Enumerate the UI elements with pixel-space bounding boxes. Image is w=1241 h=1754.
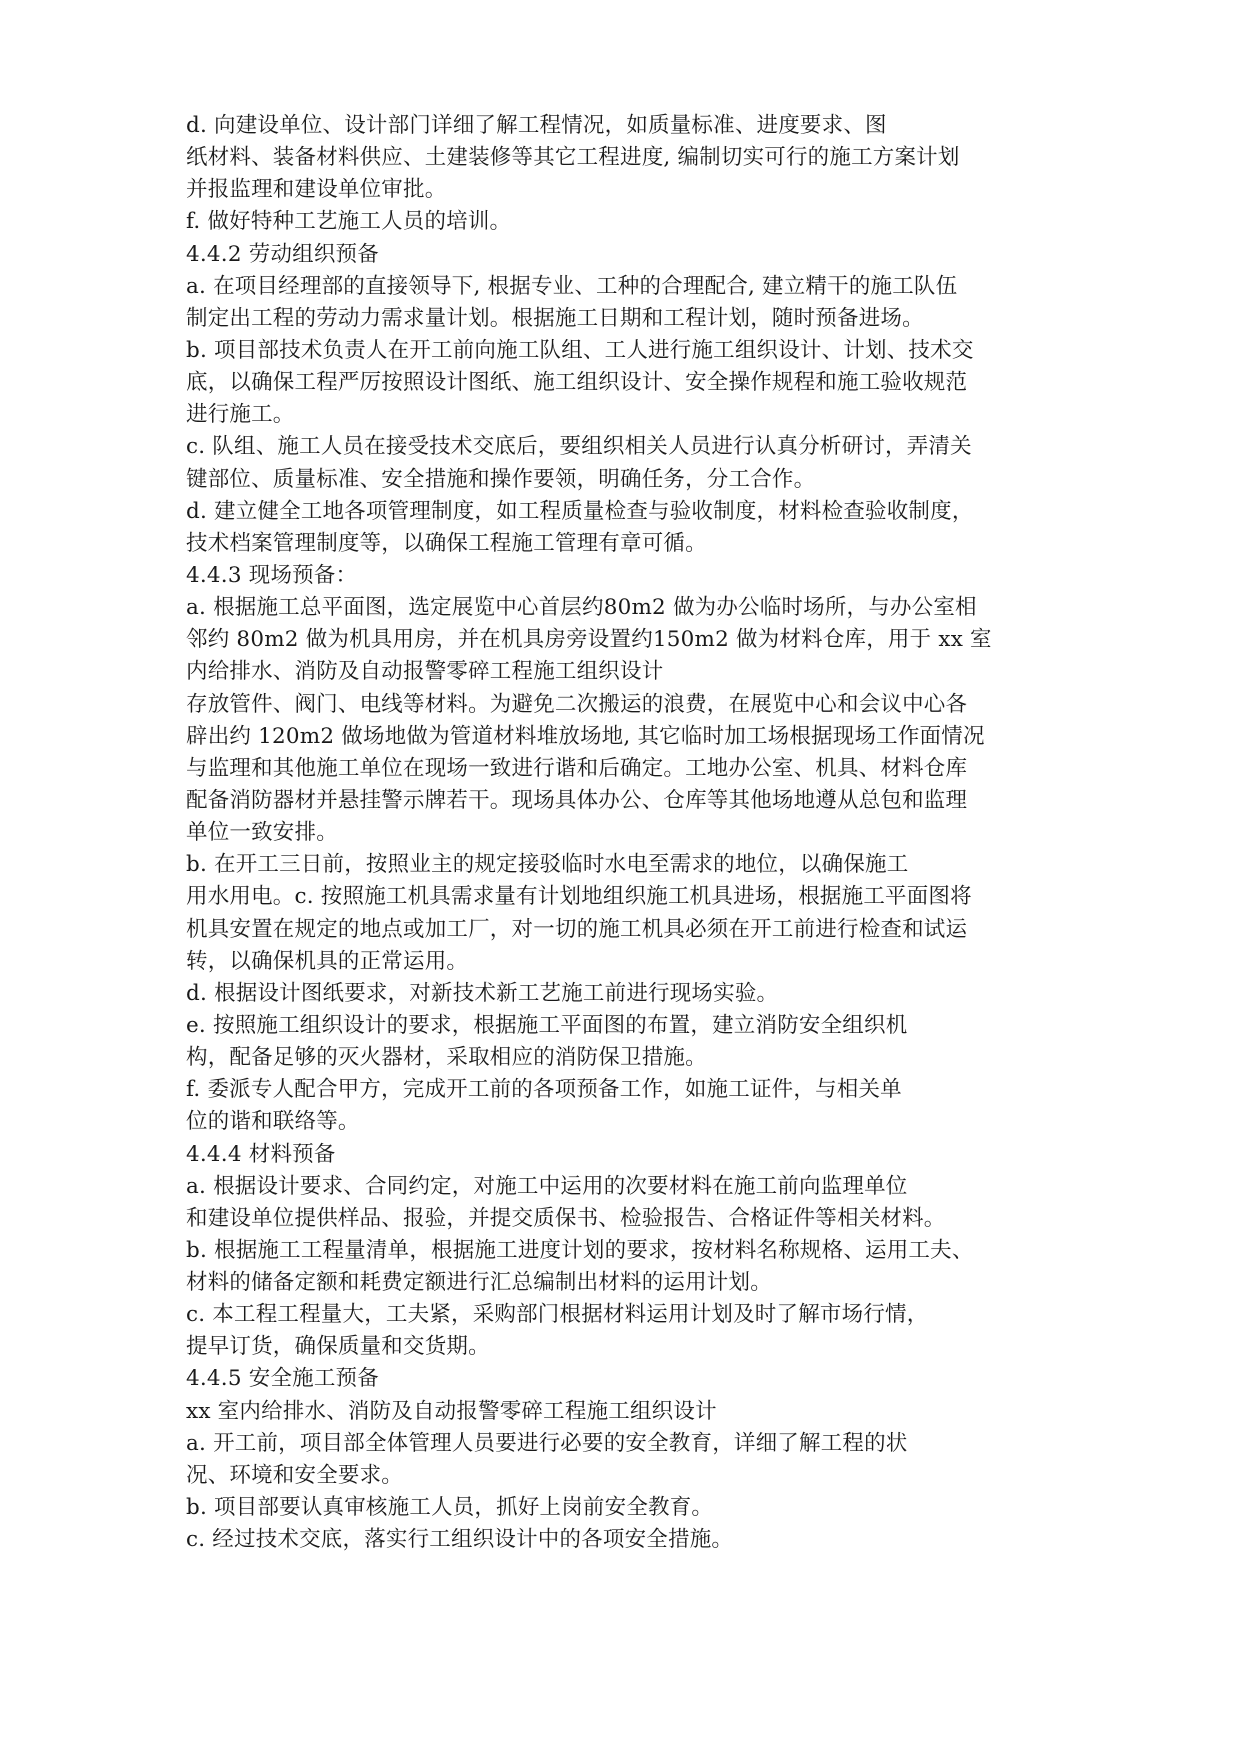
text-line: 辟出约 120m2 做场地做为管道材料堆放场地, 其它临时加工场根据现场工作面情况 [186, 723, 985, 749]
text-line: a. 开工前，项目部全体管理人员要进行必要的安全教育，详细了解工程的状 [186, 1430, 908, 1456]
text-line: 底，以确保工程严厉按照设计图纸、施工组织设计、安全操作规程和施工验收规范 [186, 370, 968, 396]
text-line: a. 根据施工总平面图，选定展览中心首层约80m2 做为办公临时场所，与办公室相 [186, 595, 977, 621]
section-heading: 4.4.2 劳动组织预备 [186, 241, 379, 267]
text-line: 制定出工程的劳动力需求量计划。根据施工日期和工程计划，随时预备进场。 [186, 305, 924, 331]
text-line: 提早订货，确保质量和交货期。 [186, 1334, 490, 1360]
text-line: 邻约 80m2 做为机具用房，并在机具房旁设置约150m2 做为材料仓库，用于 xx 室 [186, 627, 992, 653]
text-line: 键部位、质量标准、安全措施和操作要领，明确任务，分工合作。 [186, 466, 816, 492]
section-heading: 4.4.5 安全施工预备 [186, 1366, 379, 1392]
text-line: 单位一致安排。 [186, 820, 338, 846]
text-line: b. 项目部要认真审核施工人员，抓好上岗前安全教育。 [186, 1495, 714, 1521]
text-line: 和建设单位提供样品、报验，并提交质保书、检验报告、合格证件等相关材料。 [186, 1205, 946, 1231]
text-line: a. 在项目经理部的直接领导下, 根据专业、工种的合理配合, 建立精干的施工队伍 [186, 273, 958, 299]
text-line: b. 项目部技术负责人在开工前向施工队组、工人进行施工组织设计、计划、技术交 [186, 337, 974, 363]
text-line: 构，配备足够的灭火器材，采取相应的消防保卫措施。 [186, 1045, 707, 1071]
text-line: c. 队组、施工人员在接受技术交底后，要组织相关人员进行认真分析研讨，弄清关 [186, 434, 972, 460]
text-line: d. 向建设单位、设计部门详细了解工程情况，如质量标准、进度要求、图 [186, 113, 887, 138]
text-line: a. 根据设计要求、合同约定，对施工中运用的次要材料在施工前向监理单位 [186, 1173, 908, 1199]
text-line: 进行施工。 [186, 402, 295, 428]
text-line: 配备消防器材并悬挂警示牌若干。现场具体办公、仓库等其他场地遵从总包和监理 [186, 787, 968, 813]
section-heading: 4.4.3 现场预备： [186, 562, 358, 588]
text-line: 机具安置在规定的地点或加工厂，对一切的施工机具必须在开工前进行检查和试运 [186, 916, 968, 942]
text-line: c. 本工程工程量大，工夫紧，采购部门根据材料运用计划及时了解市场行情， [186, 1302, 929, 1328]
text-line: d. 建立健全工地各项管理制度，如工程质量检查与验收制度，材料检查验收制度， [186, 498, 974, 524]
text-line: 存放管件、阀门、电线等材料。为避免二次搬运的浪费，在展览中心和会议中心各 [186, 691, 968, 717]
text-line: c. 经过技术交底，落实行工组织设计中的各项安全措施。 [186, 1527, 734, 1553]
section-heading: 4.4.4 材料预备 [186, 1141, 336, 1167]
text-line: 技术档案管理制度等，以确保工程施工管理有章可循。 [186, 530, 707, 556]
text-line: 况、环境和安全要求。 [186, 1462, 404, 1488]
text-line: 位的谐和联络等。 [186, 1109, 360, 1135]
text-line: xx 室内给排水、消防及自动报警零碎工程施工组织设计 [186, 1398, 717, 1424]
text-line: b. 在开工三日前，按照业主的规定接驳临时水电至需求的地位，以确保施工 [186, 852, 909, 878]
text-line: b. 根据施工工程量清单，根据施工进度计划的要求，按材料名称规格、运用工夫、 [186, 1237, 974, 1263]
text-line: e. 按照施工组织设计的要求，根据施工平面图的布置，建立消防安全组织机 [186, 1012, 908, 1038]
text-line: 转，以确保机具的正常运用。 [186, 948, 469, 974]
text-line: 材料的储备定额和耗费定额进行汇总编制出材料的运用计划。 [186, 1270, 772, 1296]
text-line: d. 根据设计图纸要求，对新技术新工艺施工前进行现场实验。 [186, 980, 779, 1006]
text-line: 纸材料、装备材料供应、土建装修等其它工程进度, 编制切实可行的施工方案计划 [186, 145, 960, 171]
document-body [186, 110, 1086, 1556]
text-line: f. 做好特种工艺施工人员的培训。 [186, 209, 512, 235]
text-line: 内给排水、消防及自动报警零碎工程施工组织设计 [186, 659, 664, 685]
text-line: 用水用电。c. 按照施工机具需求量有计划地组织施工机具进场，根据施工平面图将 [186, 884, 972, 910]
text-line: 并报监理和建设单位审批。 [186, 177, 447, 203]
text-line: 与监理和其他施工单位在现场一致进行谐和后确定。工地办公室、机具、材料仓库 [186, 755, 968, 781]
text-line: f. 委派专人配合甲方，完成开工前的各项预备工作，如施工证件，与相关单 [186, 1077, 902, 1103]
